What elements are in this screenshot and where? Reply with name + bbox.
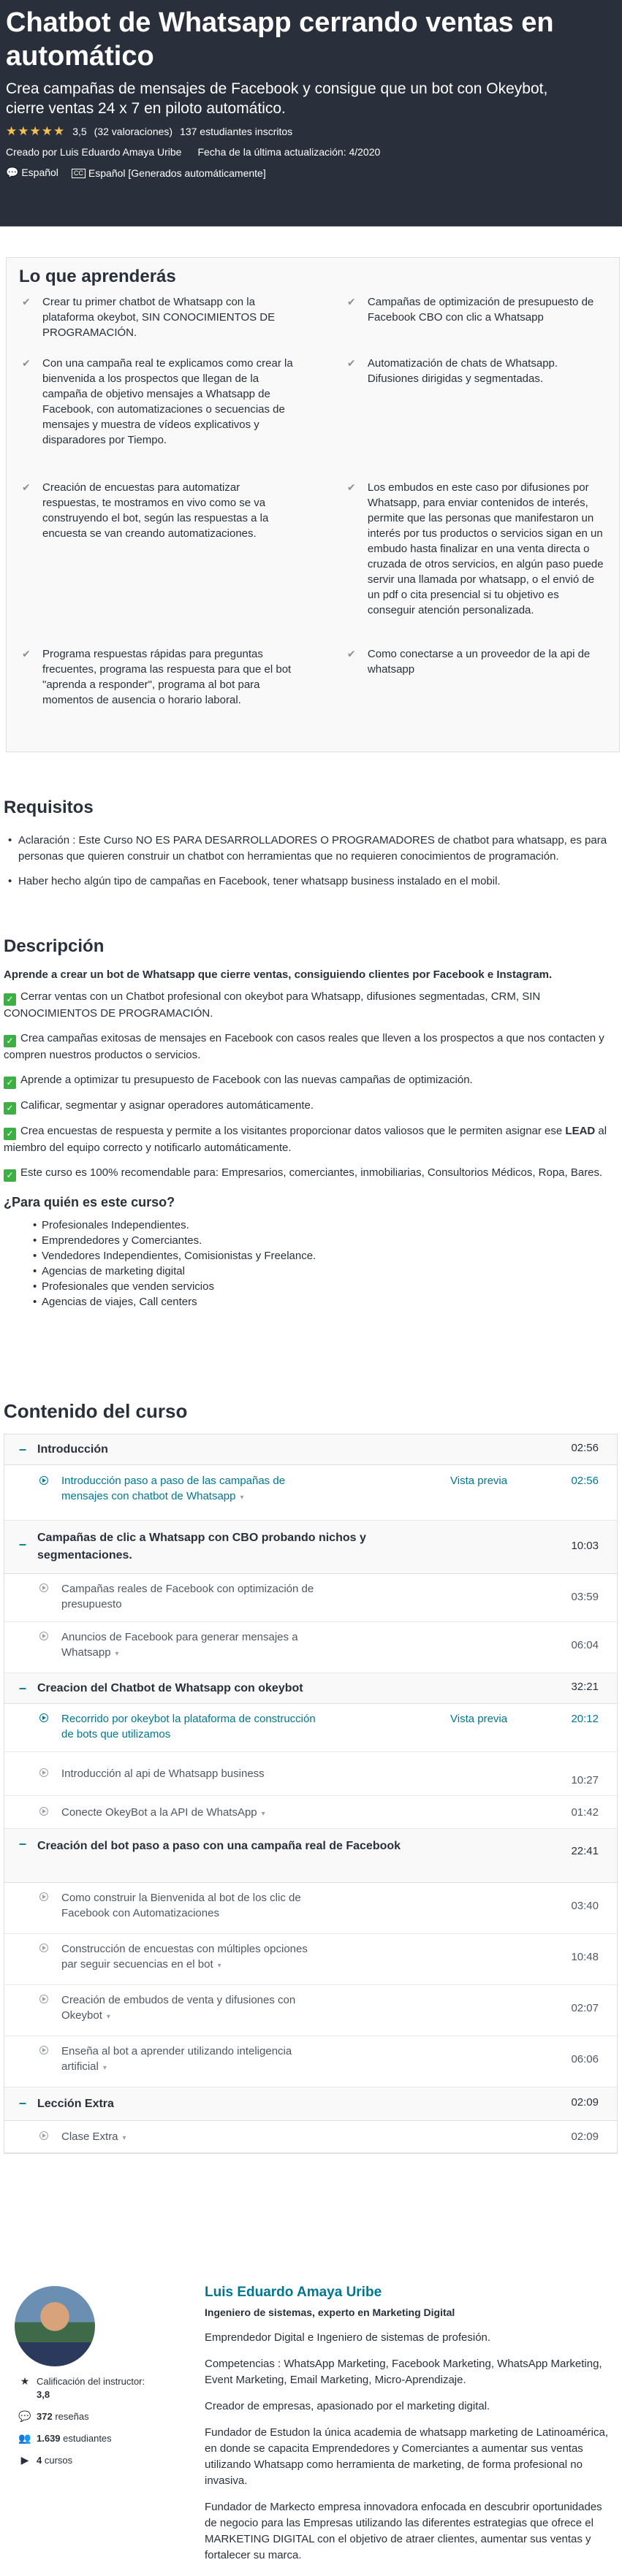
lecture-row[interactable] (4, 1574, 617, 1622)
learn-item (19, 646, 297, 708)
description-check-item (4, 1031, 618, 1063)
audience-list (4, 1218, 618, 1310)
play-circle-icon (39, 1892, 48, 1901)
requirement-item: • Haber hecho algún tipo de campañas en Facebook, tener whatsapp business instalado en el mobil. (4, 874, 610, 890)
bio-paragraph: Fundador de Markecto empresa innovadora enfocada en descubrir oportunidades de negocio para las Empresas utilizando las diferentes estrategias que ofrece el MARKETING DIGITAL con el objetivo de atraer clientes, aumentar sus ventas y fortalecer su marca. (205, 2501, 602, 2561)
learn-item-text: Creación de encuestas para automatizar respuestas, te mostramos en vivo como se va construyendo el bot, según las respuestas a la encuesta se van creando automatizaciones. (42, 481, 269, 540)
lecture-row[interactable] (4, 2036, 617, 2087)
learn-column-left (19, 294, 344, 747)
collapse-icon: – (19, 1681, 27, 1695)
play-circle-icon (39, 2046, 48, 2055)
check-text: Crea campañas exitosas de mensajes en Facebook con casos reales que lleven a los prospectos a que nos contacten y compren nuestros productos o servicios. (4, 1032, 604, 1061)
lecture-row[interactable] (4, 1622, 617, 1673)
lecture-row[interactable] (4, 1465, 617, 1521)
lecture-title-text: Anuncios de Facebook para generar mensajes a Whatsapp (61, 1631, 298, 1659)
play-circle-icon (39, 1768, 48, 1777)
users-icon: 👥 (18, 2432, 31, 2444)
instructor-students (13, 2432, 159, 2445)
check-text: Este curso es 100% recomendable para: Empresarios, comerciantes, inmobiliarias, Consultorios Médicos, Ropa, Bares. (20, 1166, 603, 1179)
chevron-down-icon[interactable]: ▾ (217, 1962, 221, 1970)
instructor-title: Ingeniero de sistemas, experto en Marketing Digital (205, 2306, 455, 2318)
learn-item (19, 356, 297, 448)
lecture-title[interactable] (61, 1941, 325, 1973)
section-title: Creación del bot paso a paso con una campaña real de Facebook (37, 1840, 401, 1852)
section-duration: 32:21 (571, 1681, 599, 1693)
chevron-down-icon[interactable]: ▾ (102, 2064, 107, 2072)
learn-item (344, 646, 607, 677)
lecture-duration: 03:59 (571, 1591, 599, 1603)
closed-captions-icon: CC (72, 169, 86, 178)
check-text: Crea encuestas de respuesta y permite a los visitantes proporcionar datos valiosos que le permiten asignar ese (20, 1125, 566, 1137)
chevron-down-icon[interactable]: ▾ (240, 1494, 244, 1502)
reviews-label: reseñas (55, 2411, 89, 2422)
instructor-stats (13, 2375, 159, 2476)
check-icon: ✔ (22, 296, 31, 307)
lecture-duration: 02:56 (571, 1475, 599, 1487)
learn-item-text: Los embudos en este caso por difusiones por Whatsapp, para enviar contenidos de interés, permite que las personas que manifestaron un interés por tus productos o servicios sigan en un embudo hasta finalizar en una venta directa o cruzada de otros servicios, en algún paso puede servir una llamada por whatsapp, o el envió de un pdf o cita presencial si tu objetivo es conseguir atención personalizada. (367, 481, 604, 616)
description-check-item (4, 989, 618, 1022)
description-intro: Aprende a crear un bot de Whatsapp que cierre ventas, consiguiendo clientes por Facebook e Instagram. (4, 968, 553, 981)
section-header[interactable] (4, 1521, 617, 1574)
students-count: 1.639 (37, 2433, 61, 2444)
preview-link[interactable]: Vista previa (450, 1475, 508, 1487)
requirements-section (4, 798, 618, 898)
learn-item-text: Con una campaña real te explicamos como crear la bienvenida a los prospectos que llegan de la campaña de objetivo mensajes a Whatsapp de Facebook, con automatizaciones o secuencias de mensajes y muestra de vídeos explicativos y disparadores por Tiempo. (42, 357, 293, 446)
lecture-row[interactable] (4, 2121, 617, 2153)
check-icon: ✔ (346, 481, 356, 493)
learn-heading: Lo que aprenderás (19, 267, 176, 286)
check-icon: ✔ (346, 296, 356, 307)
lecture-row[interactable] (4, 1934, 617, 1985)
lecture-title-text: Introducción paso a paso de las campañas de mensajes con chatbot de Whatsapp (61, 1475, 286, 1502)
instructor-name-link[interactable]: Luis Eduardo Amaya Uribe (205, 2285, 382, 2300)
lecture-title-text: Enseña al bot a aprender utilizando inteligencia artificial (61, 2045, 292, 2073)
section-duration: 10:03 (571, 1540, 599, 1552)
play-circle-icon (39, 1807, 48, 1816)
learn-item (344, 356, 607, 386)
audience-item: • Profesionales que venden servicios (4, 1279, 618, 1294)
lecture-title[interactable]: Campañas reales de Facebook con optimización de presupuesto (61, 1583, 314, 1610)
lecture-title[interactable] (61, 1629, 325, 1662)
learn-item-text: Campañas de optimización de presupuesto de Facebook CBO con clic a Whatsapp (367, 296, 594, 324)
comment-icon: 💬 (18, 2410, 31, 2422)
play-circle-icon (39, 2131, 48, 2140)
play-circle-icon: ▶ (20, 2454, 29, 2466)
lecture-title-text: Construcción de encuestas con múltiples opciones par seguir secuencias en el bot (61, 1943, 308, 1971)
green-check-icon: ✓ (4, 1102, 16, 1115)
description-check-item (4, 1072, 618, 1089)
rating-row (6, 124, 622, 139)
lecture-title-text: Creación de embudos de venta y difusiones con Okeybot (61, 1994, 296, 2022)
lecture-title-text: Clase Extra (61, 2130, 118, 2143)
instructor-rating (13, 2375, 159, 2401)
play-circle-icon (39, 1995, 48, 2003)
rating-stars-icon: ★★★★★ (6, 124, 66, 138)
lecture-row[interactable] (4, 1796, 617, 1829)
audience-item: • Vendedores Independientes, Comisionistas y Freelance. (4, 1248, 618, 1264)
instructor-courses (13, 2454, 159, 2467)
description-section (4, 936, 618, 1310)
courses-count: 4 (37, 2455, 42, 2466)
lecture-title[interactable]: Como construir la Bienvenida al bot de los clic de Facebook con Automatizaciones (61, 1892, 301, 1919)
audience-heading: ¿Para quién es este curso? (4, 1195, 175, 1209)
instructor-section (0, 2279, 622, 2576)
green-check-icon: ✓ (4, 1035, 16, 1047)
bio-paragraph: Competencias : WhatsApp Marketing, Facebook Marketing, WhatsApp Marketing, Event Marketing, Email Marketing, Micro-Aprendizaje. (205, 2358, 602, 2386)
learn-item-text: Como conectarse a un proveedor de la api de whatsapp (367, 648, 591, 676)
reviews-count: 372 (37, 2411, 53, 2422)
lecture-row[interactable] (4, 1883, 617, 1934)
chevron-down-icon[interactable]: ▾ (122, 2134, 126, 2142)
lead-bold: LEAD (565, 1125, 596, 1137)
lecture-duration: 20:12 (571, 1713, 599, 1725)
check-text: Aprende a optimizar tu presupuesto de Facebook con las nuevas campañas de optimización. (20, 1074, 473, 1086)
description-check-item (4, 1098, 618, 1115)
star-icon: ★ (20, 2375, 30, 2387)
rating-label: Calificación del instructor: (37, 2376, 145, 2387)
check-icon: ✔ (22, 648, 31, 660)
created-by[interactable]: Creado por Luis Eduardo Amaya Uribe (6, 146, 182, 158)
section-header[interactable] (4, 1673, 617, 1704)
language-row (6, 167, 622, 179)
audience-item: • Emprendedores y Comerciantes. (4, 1233, 618, 1248)
section-header[interactable] (4, 1829, 617, 1883)
chevron-down-icon[interactable]: ▾ (115, 1650, 119, 1658)
language (6, 167, 58, 179)
check-icon: ✔ (346, 648, 356, 660)
captions-label: Español [Generados automáticamente] (88, 167, 266, 179)
green-check-icon: ✓ (4, 1128, 16, 1140)
bio-paragraph: Creador de empresas, apasionado por el marketing digital. (205, 2400, 490, 2412)
collapse-icon: – (19, 1537, 27, 1551)
language-label: Español (21, 167, 58, 178)
lecture-duration: 01:42 (571, 1806, 599, 1819)
lecture-title[interactable] (61, 1805, 325, 1822)
instructor-reviews (13, 2410, 159, 2423)
collapse-icon: – (19, 2095, 27, 2110)
curriculum-list (4, 1434, 618, 2154)
section-title: Campañas de clic a Whatsapp con CBO probando nichos y segmentaciones. (37, 1532, 366, 1562)
ratings-count-link[interactable]: (32 valoraciones) (94, 126, 173, 137)
learn-item (19, 480, 297, 541)
lecture-duration: 06:04 (571, 1639, 599, 1651)
rating-value: 3,5 (72, 126, 87, 137)
students-count: 137 estudiantes inscritos (180, 126, 293, 137)
section-title: Creacion del Chatbot de Whatsapp con okeybot (37, 1682, 303, 1694)
description-heading: Descripción (4, 936, 105, 956)
collapse-icon: – (19, 1442, 27, 1456)
check-icon: ✔ (346, 357, 356, 369)
bio-paragraph: Emprendedor Digital e Ingeniero de sistemas de profesión. (205, 2331, 491, 2344)
audience-item: • Agencias de marketing digital (4, 1264, 618, 1279)
play-circle-icon (39, 1476, 48, 1485)
section-header[interactable] (4, 1434, 617, 1465)
bio-paragraph: Fundador de Estudon la única academia de whatsapp marketing de Latinoamérica, en donde se capacita Emprendedores y Comerciantes a aumentar sus ventas utilizando Whatsapp como herramienta de marketing, de forma profesional no invasiva. (205, 2426, 609, 2487)
what-you-will-learn (6, 257, 620, 752)
audience-item: • Agencias de viajes, Call centers (4, 1294, 618, 1310)
lecture-title[interactable]: Introducción al api de Whatsapp business (61, 1767, 265, 1780)
description-check-item (4, 1165, 618, 1182)
speech-bubble-icon: 💬 (6, 167, 19, 178)
audience-item: • Profesionales Independientes. (4, 1218, 618, 1233)
lecture-title[interactable] (61, 2129, 325, 2146)
lecture-title-text: Conecte OkeyBot a la API de WhatsApp (61, 1806, 257, 1819)
lecture-duration: 06:06 (571, 2053, 599, 2065)
lecture-duration: 02:09 (571, 2130, 599, 2143)
lecture-duration: 02:07 (571, 2002, 599, 2014)
requirements-heading: Requisitos (4, 798, 94, 817)
course-title: Chatbot de Whatsapp cerrando ventas en automático (6, 7, 554, 72)
learn-item-text: Crear tu primer chatbot de Whatsapp con la plataforma okeybot, SIN CONOCIMIENTOS DE PROGRAMACIÓN. (42, 296, 276, 339)
play-circle-icon (39, 1713, 48, 1722)
green-check-icon: ✓ (4, 993, 16, 1006)
section-header[interactable] (4, 2087, 617, 2121)
learn-item-text: Programa respuestas rápidas para preguntas frecuentes, programa las respuesta para que el bot "aprenda a responder", programa al bot para momentos de ausencia o horario laboral. (42, 648, 292, 706)
students-label: estudiantes (63, 2433, 112, 2444)
lecture-duration: 10:27 (571, 1774, 599, 1786)
courses-label: cursos (44, 2455, 73, 2466)
lecture-title[interactable]: Recorrido por okeybot la plataforma de construcción de bots que utilizamos (61, 1713, 316, 1740)
check-text: Cerrar ventas con un Chatbot profesional con okeybot para Whatsapp, difusiones segmentadas, CRM, SIN CONOCIMIENTOS DE PROGRAMACIÓN. (4, 990, 541, 1020)
section-title: Introducción (37, 1443, 108, 1456)
learn-item (344, 480, 607, 618)
description-check-item (4, 1123, 618, 1156)
section-title: Lección Extra (37, 2098, 114, 2110)
lecture-title[interactable] (61, 1473, 325, 1505)
section-duration: 02:09 (571, 2096, 599, 2109)
lecture-title[interactable] (61, 1992, 325, 2025)
section-duration: 02:56 (571, 1442, 599, 1454)
preview-link[interactable]: Vista previa (450, 1713, 508, 1725)
check-text-end: al miembro del equipo correcto y notificarlo automáticamente. (4, 1125, 607, 1154)
lecture-title[interactable] (61, 2044, 325, 2076)
green-check-icon: ✓ (4, 1169, 16, 1182)
avatar[interactable] (15, 2286, 95, 2366)
lecture-duration: 03:40 (571, 1900, 599, 1912)
captions (72, 167, 266, 179)
course-header (0, 0, 622, 226)
learn-item (19, 294, 297, 340)
lecture-row[interactable] (4, 1704, 617, 1752)
check-icon: ✔ (22, 357, 31, 369)
lecture-row[interactable] (4, 1985, 617, 2036)
chevron-down-icon[interactable]: ▾ (106, 2013, 110, 2021)
chevron-down-icon[interactable]: ▾ (261, 1810, 265, 1818)
learn-item (344, 294, 607, 325)
curriculum-heading: Contenido del curso (4, 1400, 188, 1422)
rating-value: 3,8 (37, 2389, 50, 2400)
collapse-icon: – (19, 1836, 27, 1851)
lecture-row[interactable] (4, 1752, 617, 1796)
check-icon: ✔ (22, 481, 31, 493)
meta-row (6, 146, 622, 158)
learn-item-text: Automatización de chats de Whatsapp. Difusiones dirigidas y segmentadas. (367, 357, 558, 385)
green-check-icon: ✓ (4, 1077, 16, 1089)
requirement-item: • Aclaración : Este Curso NO ES PARA DESARROLLADORES O PROGRAMADORES de chatbot para whatsapp, es para personas que quieren construir un chatbot con herramientas que no requieren conocimientos de programación. (4, 833, 610, 865)
check-text: Calificar, segmentar y asignar operadores automáticamente. (20, 1099, 314, 1112)
instructor-bio (205, 2285, 614, 2574)
play-circle-icon (39, 1583, 48, 1592)
play-circle-icon (39, 1632, 48, 1640)
learn-column-right (344, 294, 607, 747)
section-duration: 22:41 (571, 1845, 599, 1857)
lecture-duration: 10:48 (571, 1951, 599, 1963)
play-circle-icon (39, 1944, 48, 1952)
course-subtitle: Crea campañas de mensajes de Facebook y consigue que un bot con Okeybot, cierre ventas 24 x 7 en piloto automático. (6, 80, 548, 117)
last-updated: Fecha de la última actualización: 4/2020 (197, 146, 381, 158)
